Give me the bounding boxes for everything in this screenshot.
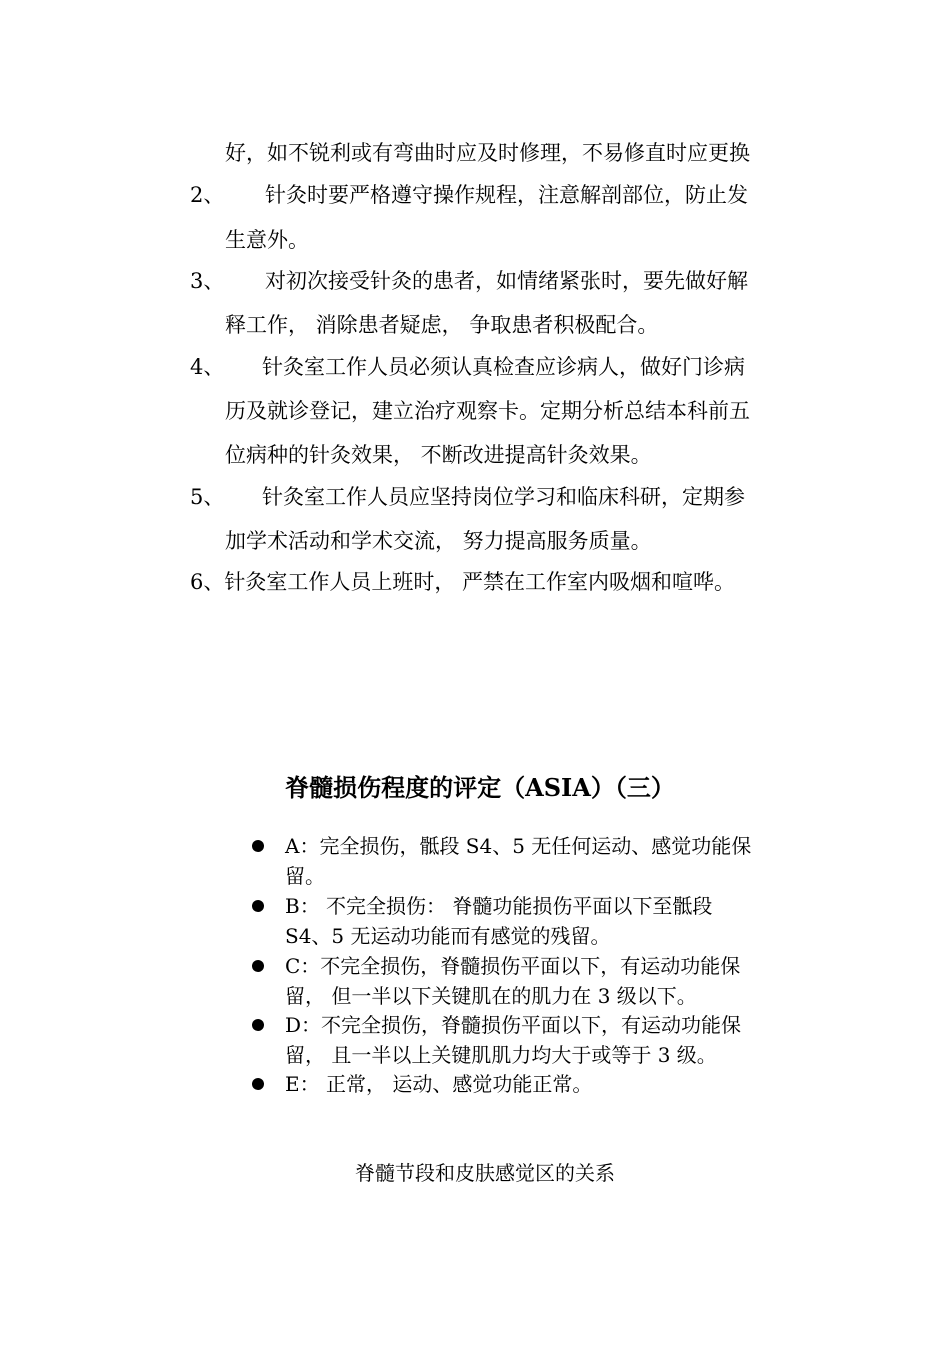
list-item-number: 3、 xyxy=(190,269,225,293)
list-item-6: 6、针灸室工作人员上班时， 严禁在工作室内吸烟和喧哗。 xyxy=(190,570,736,594)
bullet-item-text: C：不完全损伤，脊髓损伤平面以下，有运动功能保 xyxy=(285,954,741,978)
figure-caption: 脊髓节段和皮肤感觉区的关系 xyxy=(355,1161,615,1185)
bullet-dot xyxy=(252,1019,264,1031)
bullet-item-text: 留。 xyxy=(285,864,325,888)
list-item-text: 释工作， 消除患者疑虑， 争取患者积极配合。 xyxy=(225,313,659,337)
bullet-item-text: E： 正常， 运动、感觉功能正常。 xyxy=(285,1072,593,1096)
bullet-item-text: 留， 且一半以上关键肌肌力均大于或等于 3 级。 xyxy=(285,1043,717,1067)
bullet-item-text: D：不完全损伤，脊髓损伤平面以下，有运动功能保 xyxy=(285,1013,742,1037)
list-item-number: 5、 xyxy=(190,485,225,509)
list-item-text: 针灸室工作人员应坚持岗位学习和临床科研，定期参 xyxy=(262,485,745,509)
bullet-dot xyxy=(252,960,264,972)
list-item-text: 历及就诊登记，建立治疗观察卡。定期分析总结本科前五 xyxy=(225,399,750,423)
bullet-dot xyxy=(252,1078,264,1090)
list-item-text: 针灸时要严格遵守操作规程，注意解剖部位，防止发 xyxy=(265,183,748,207)
bullet-dot xyxy=(252,840,264,852)
list-item-text: 生意外。 xyxy=(225,228,309,252)
bullet-item-text: B： 不完全损伤： 脊髓功能损伤平面以下至骶段 xyxy=(285,894,713,918)
list-item-text: 对初次接受针灸的患者，如情绪紧张时，要先做好解 xyxy=(265,269,748,293)
list-item-text: 加学术活动和学术交流， 努力提高服务质量。 xyxy=(225,529,652,553)
list-continuation-line: 好，如不锐利或有弯曲时应及时修理，不易修直时应更换 xyxy=(225,141,750,165)
bullet-dot xyxy=(252,900,264,912)
list-item-text: 针灸室工作人员必须认真检查应诊病人，做好门诊病 xyxy=(262,355,745,379)
bullet-item-text: A：完全损伤，骶段 S4、5 无任何运动、感觉功能保 xyxy=(285,834,752,858)
bullet-item-text: S4、5 无运动功能而有感觉的残留。 xyxy=(285,924,611,948)
bullet-item-text: 留， 但一半以下关键肌在的肌力在 3 级以下。 xyxy=(285,984,697,1008)
list-item-number: 4、 xyxy=(190,355,225,379)
section-title: 脊髓损伤程度的评定（ASIA）（三） xyxy=(285,773,675,802)
list-item-number: 2、 xyxy=(190,183,225,207)
list-item-text: 位病种的针灸效果， 不断改进提高针灸效果。 xyxy=(225,443,652,467)
